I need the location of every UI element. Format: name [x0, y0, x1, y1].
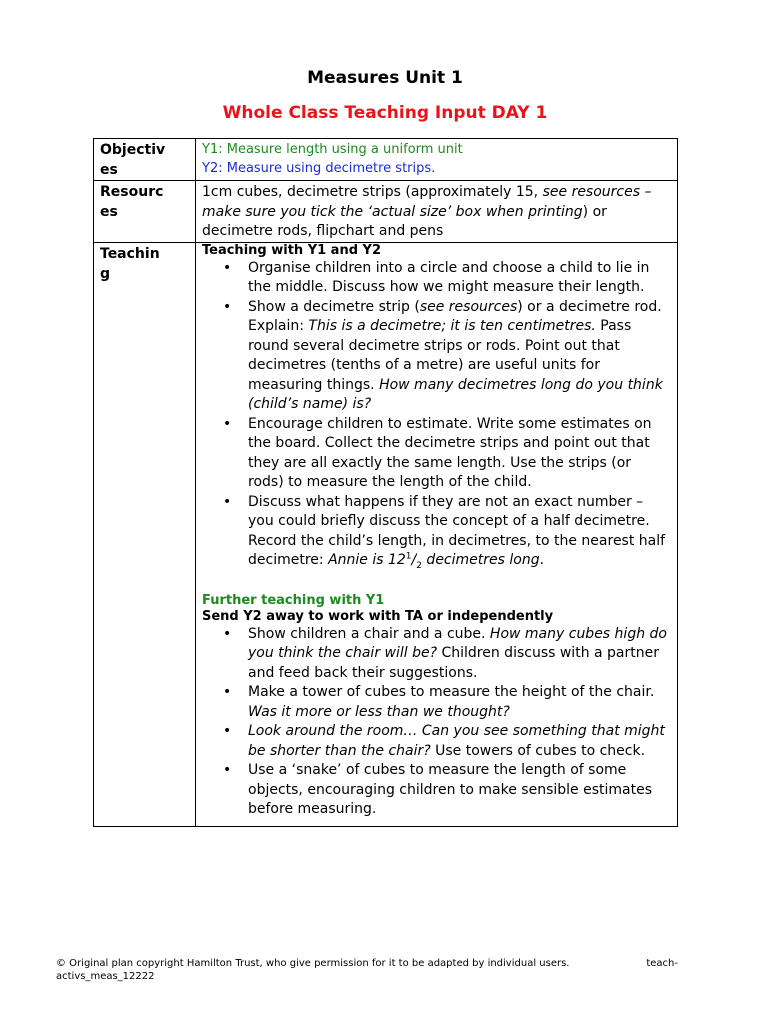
list-item: • Make a tower of cubes to measure the height of the chair. Was it more or less than we thought?: [202, 683, 671, 722]
list-item: • Show children a chair and a cube. How many cubes high do you think the chair will be? Children discuss with a partner and feed back their suggestions.: [202, 625, 671, 684]
send-y2-heading: Send Y2 away to work with TA or independently: [202, 608, 554, 624]
list-item: • Encourage children to estimate. Write some estimates on the board. Collect the decimetre strips and point out that they are all exactly the same length. Use the strips (or rods) to measure the length of the child.: [202, 415, 671, 493]
teaching-list-1: [202, 259, 671, 571]
teaching-label: Teachin g: [94, 242, 196, 826]
teaching-list-2: [202, 625, 671, 820]
objective-y2: Y2: Measure using decimetre strips.: [202, 161, 436, 176]
teaching-row: [94, 242, 678, 826]
document-title: Measures Unit 1: [307, 68, 463, 88]
lesson-plan-table: [93, 138, 678, 827]
objective-y1: Y1: Measure length using a uniform unit: [202, 142, 463, 157]
teaching-heading-y1-y2: Teaching with Y1 and Y2: [202, 242, 381, 258]
list-item: • Discuss what happens if they are not an exact number – you could briefly discuss the concept of a half decimetre. Record the child’s length, in decimetres, to the nearest half decimetre: Annie is $12^1/_2$ decimetres long.: [202, 493, 671, 571]
document-subtitle: Whole Class Teaching Input DAY 1: [222, 103, 548, 123]
resources-content: 1cm cubes, decimetre strips (approximately 15, see resources – make sure you tick the ‘actual size’ box when printing) or decimetre rods, flipchart and pens: [196, 181, 678, 243]
objectives-row: [94, 139, 678, 181]
resources-label: Resourc es: [94, 181, 196, 243]
footer-code-part1: teach-: [646, 958, 678, 969]
page-footer: [56, 957, 678, 983]
objectives-label: Objectiv es: [94, 139, 196, 181]
objectives-content: [196, 139, 678, 181]
list-item: • Organise children into a circle and choose a child to lie in the middle. Discuss how we might measure their length.: [202, 259, 671, 298]
further-teaching-heading: Further teaching with Y1: [202, 592, 385, 608]
footer-copyright: © Original plan copyright Hamilton Trust, who give permission for it to be adapted by individual users.: [56, 958, 570, 969]
teaching-content: [196, 242, 678, 826]
resources-row: [94, 181, 678, 243]
list-item: • Look around the room… Can you see something that might be shorter than the chair? Use towers of cubes to check.: [202, 722, 671, 761]
list-item: • Show a decimetre strip (see resources) or a decimetre rod. Explain: This is a decimetre; it is ten centimetres. Pass round several decimetre strips or rods. Point out that decimetres (tenths of a metre) are useful units for measuring things. How many decimetres long do you think (child’s name) is?: [202, 298, 671, 415]
footer-code-part2: activs_meas_12222: [56, 971, 155, 982]
list-item: • Use a ‘snake’ of cubes to measure the length of some objects, encouraging children to make sensible estimates before measuring.: [202, 761, 671, 820]
